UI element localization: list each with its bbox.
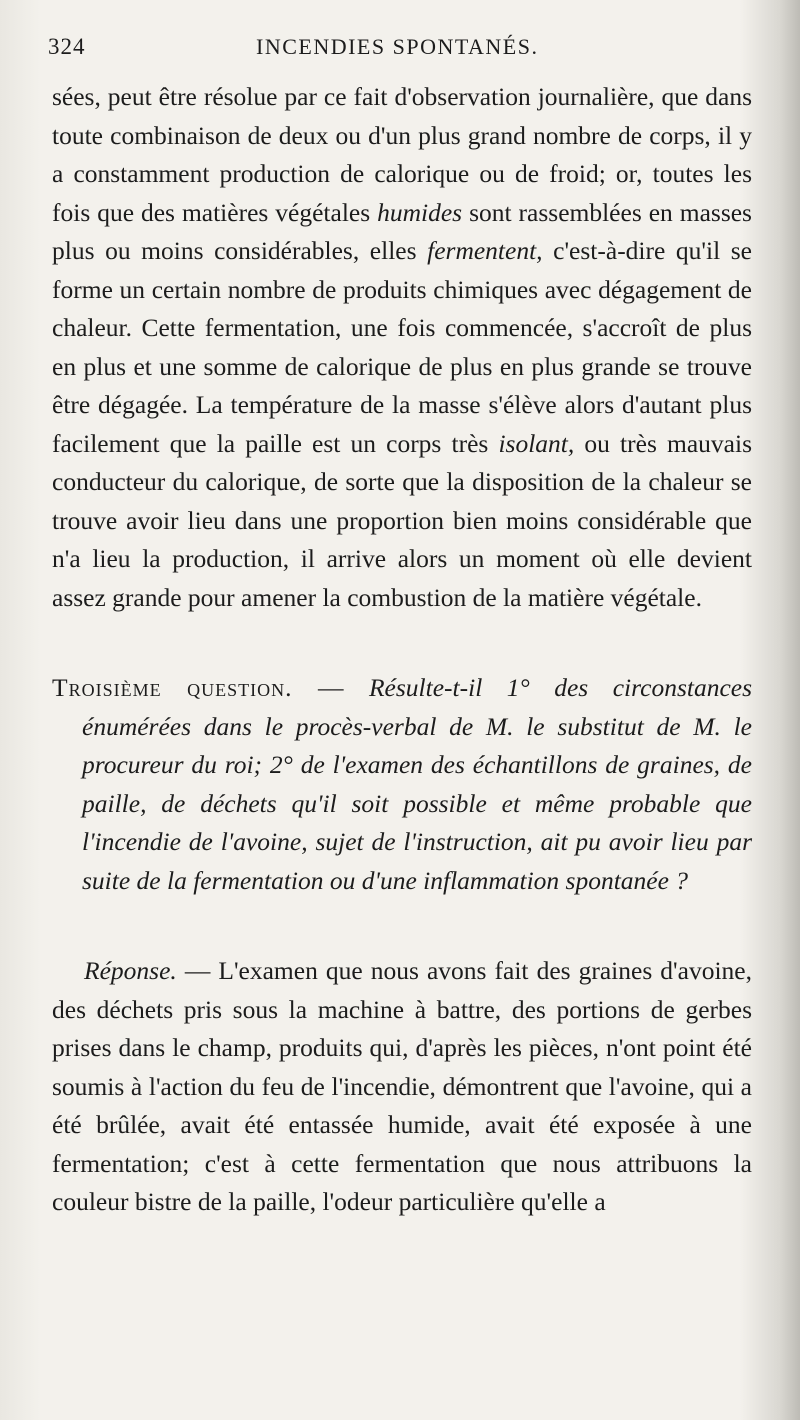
answer-label: Réponse. [84, 956, 177, 985]
answer-paragraph [52, 952, 752, 1222]
answer-body: — L'examen que nous avons fait des graines d'avoine, des déchets pris sous la machine à battre, des portions de gerbes prises dans le champ, produits qui, d'après les pièces, n'ont point été soumis à l'action du feu de l'incendie, démontrent que l'avoine, qui a été brûlée, avait été entassée humide, avait été exposée à une fermentation; c'est à cette fermentation que nous attribuons la couleur bistre de la paille, l'odeur particulière qu'elle a [52, 956, 752, 1216]
page-number: 324 [48, 34, 86, 59]
question-body: Résulte-t-il 1° des circonstances énumérées dans le procès-verbal de M. le substitut de M. le procureur du roi; 2° de l'examen des échantillons de graines, de paille, de déchets qu'il soit possible et même probable que l'incendie de l'avoine, sujet de l'instruction, ait pu avoir lieu par suite de la fermentation ou d'une inflammation spontanée ? [82, 673, 753, 895]
emphasis: isolant, [498, 428, 575, 458]
text-run: ou très mauvais conducteur du calorique, de sorte que la disposition de la chaleur se trouve avoir lieu dans une proportion bien moins considérable que n'a lieu la production, il arrive alors un moment où elle devient assez grande pour amener la combustion de la matière végétale. [52, 428, 752, 612]
page-header [48, 30, 748, 70]
body-text [52, 78, 752, 1222]
paragraph [52, 78, 752, 617]
text-run: c'est-à-dire qu'il se forme un certain nombre de produits chimiques avec dégagement de chaleur. Cette fermentation, une fois commencée, s'accroît de plus en plus et une somme de calorique de plus en plus grande se trouve être dégagée. La température de la masse s'élève alors d'autant plus facilement que la paille est un corps très [52, 236, 752, 458]
text-run: sées, peut être résolue par ce fait d'observation journalière, que dans toute combinaison de deux ou d'un plus grand nombre de corps, il y a constamment production de calorique ou de froid; or, toutes les fois que des matières végétales [52, 82, 752, 227]
text-run: sont rassemblées en masses plus ou moins considérables, elles [52, 197, 752, 265]
emphasis: fermentent, [427, 236, 543, 265]
question-label: Troisième question. — [52, 673, 345, 702]
emphasis: humides [377, 197, 463, 227]
running-title: INCENDIES SPONTANÉS. [256, 34, 539, 59]
question-paragraph [52, 669, 752, 900]
